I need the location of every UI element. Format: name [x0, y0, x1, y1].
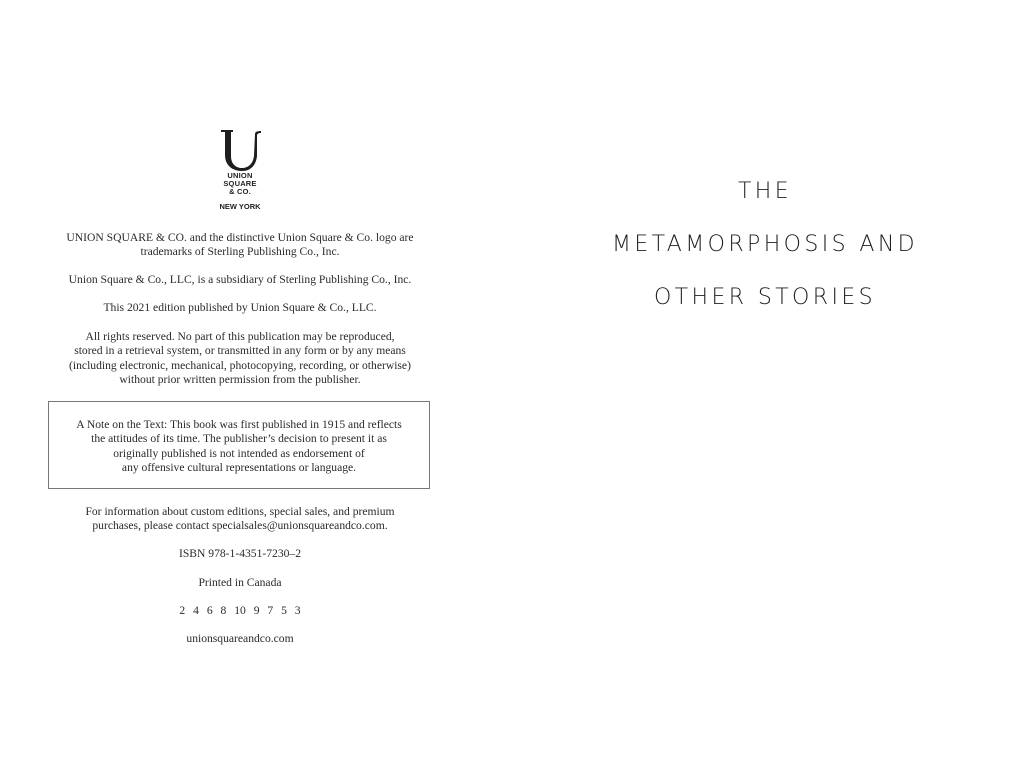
- trademark-line: trademarks of Sterling Publishing Co., Inc.: [140, 245, 340, 259]
- logo-line-3: & CO.: [229, 187, 251, 196]
- note-line: the attitudes of its time. The publisher’s decision to present it as: [91, 432, 387, 446]
- rights-line: without prior written permission from the publisher.: [119, 372, 361, 386]
- sales-line: For information about custom editions, special sales, and premium: [85, 505, 395, 518]
- edition-notice: This 2021 edition published by Union Square & Co., LLC.: [103, 301, 377, 314]
- logo-line-1: UNION: [227, 171, 253, 180]
- publisher-logo: [190, 128, 290, 211]
- trademark-notice: [40, 231, 440, 260]
- title-line-3: OTHER STORIES: [653, 285, 877, 310]
- isbn: ISBN 978-1-4351-7230–2: [178, 547, 302, 560]
- note-on-text: [49, 418, 429, 475]
- sales-notice: [40, 505, 440, 534]
- subsidiary-notice: Union Square & Co., LLC, is a subsidiary of Sterling Publishing Co., Inc.: [68, 273, 412, 286]
- note-line: originally published is not intended as endorsement of: [113, 446, 365, 460]
- rights-notice: [40, 330, 440, 387]
- sales-line: purchases, please contact specialsales@unionsquareandco.com.: [92, 519, 388, 533]
- note-line: any offensive cultural representations or language.: [121, 460, 357, 474]
- trademark-line: UNION SQUARE & CO. and the distinctive Union Square & Co. logo are: [66, 231, 414, 244]
- rights-line: stored in a retrieval system, or transmitted in any form or by any means: [74, 344, 406, 358]
- logo-city: NEW YORK: [219, 202, 261, 211]
- title-line-2: METAMORPHOSIS AND: [611, 232, 919, 257]
- printing-line: 2 4 6 8 10 9 7 5 3: [179, 604, 301, 617]
- rights-line: All rights reserved. No part of this publication may be reproduced,: [85, 330, 395, 343]
- half-title-page: [510, 0, 1020, 777]
- title-line-1: THE: [737, 179, 793, 204]
- rights-line: (including electronic, mechanical, photocopying, recording, or otherwise): [69, 358, 411, 372]
- note-line: A Note on the Text: This book was first published in 1915 and reflects: [76, 418, 402, 431]
- publisher-website: unionsquareandco.com: [186, 632, 294, 645]
- logo-line-2: SQUARE: [223, 179, 257, 188]
- printed-in: Printed in Canada: [198, 576, 282, 589]
- note-on-text-box: [48, 401, 430, 489]
- union-square-u-icon: [217, 128, 263, 172]
